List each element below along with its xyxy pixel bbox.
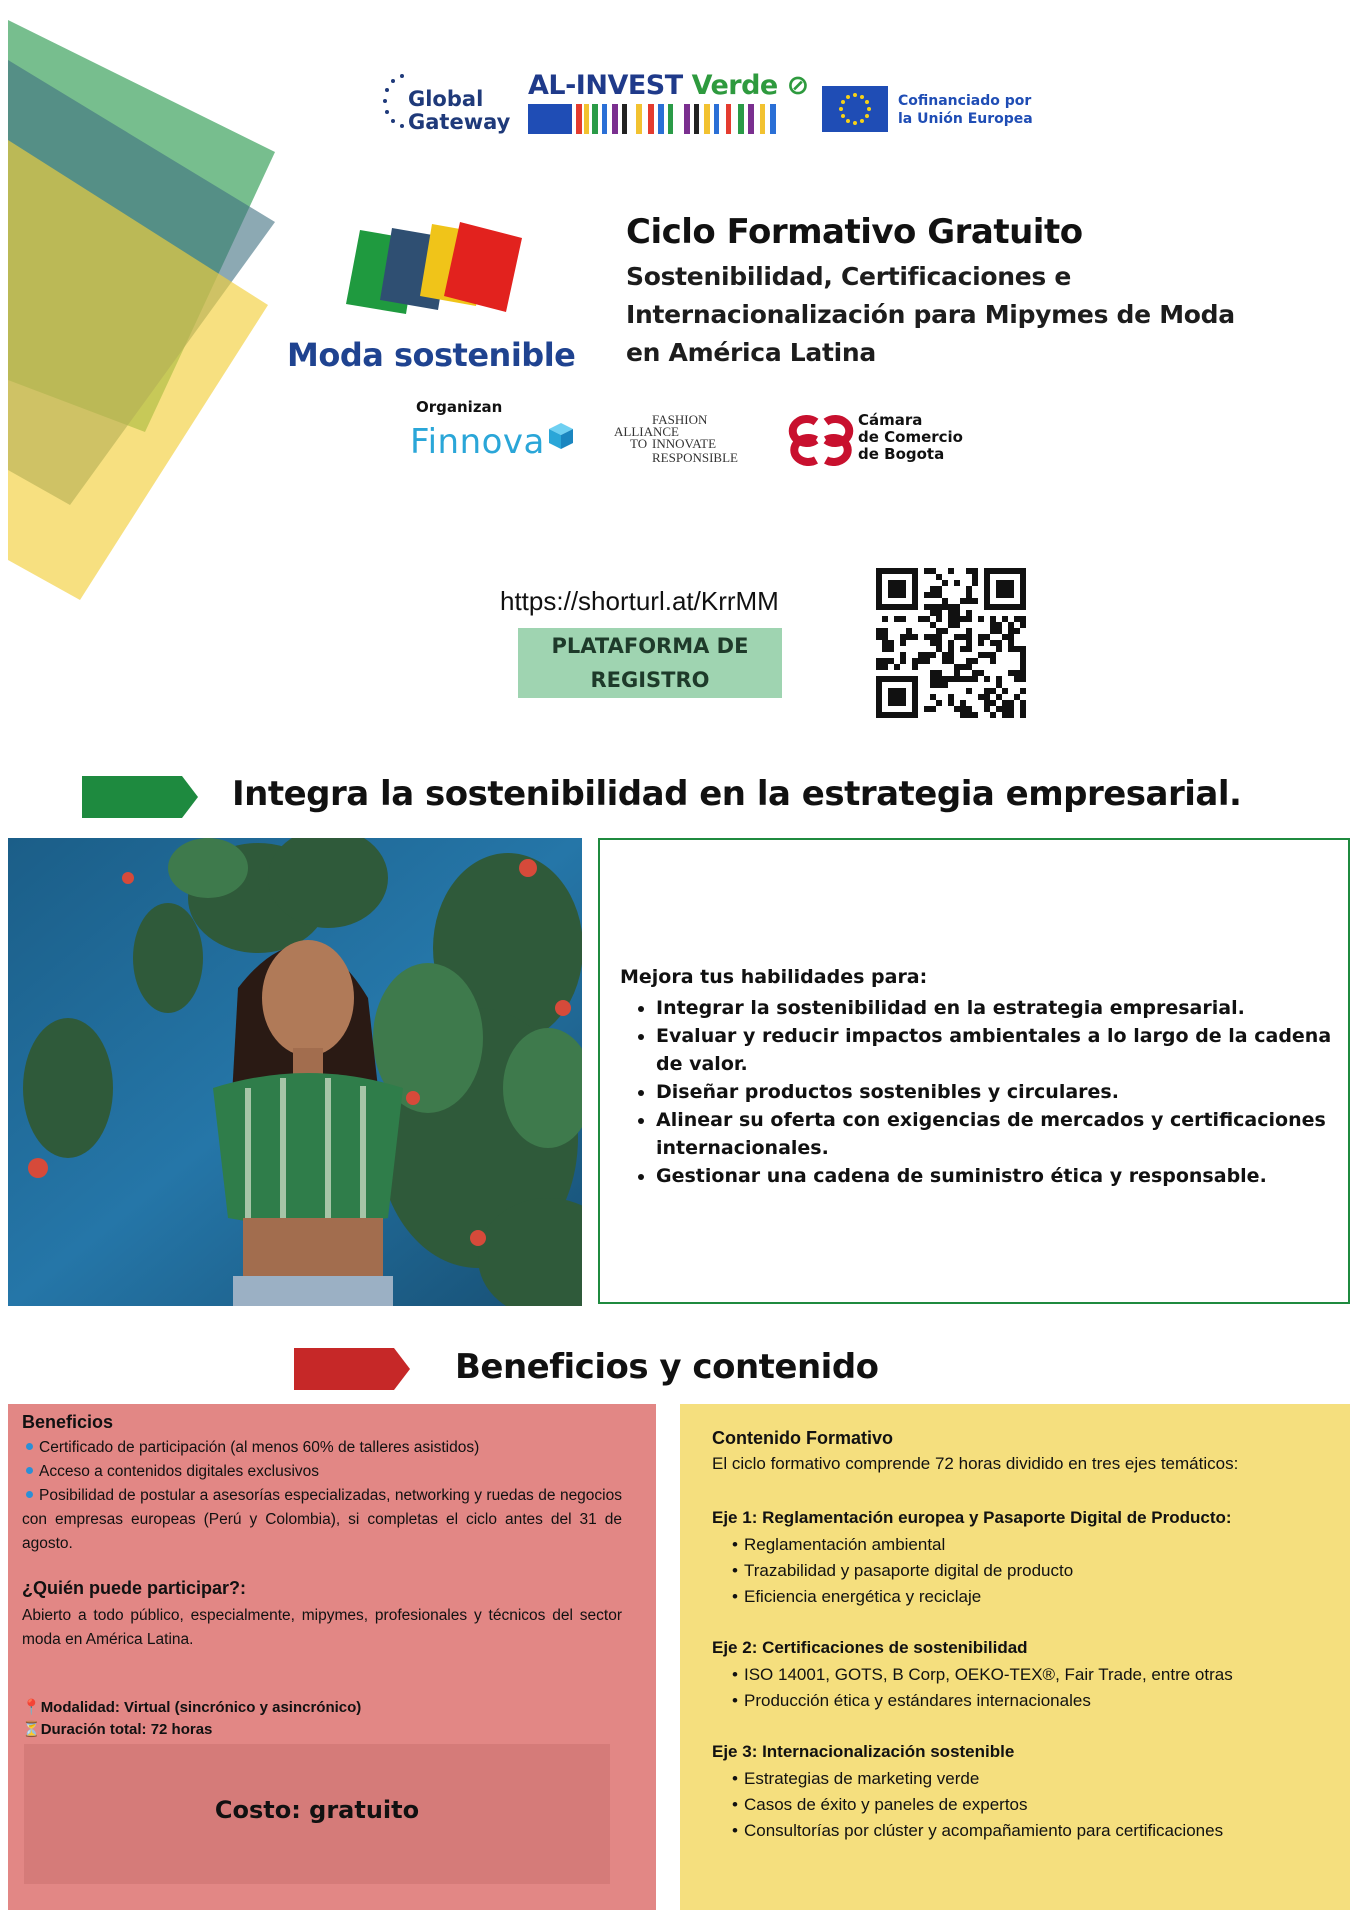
list-item: • Diseñar productos sostenibles y circulares. bbox=[656, 1078, 1356, 1106]
eu-stars-icon bbox=[380, 70, 410, 132]
modality-text: 📍Modalidad: Virtual (sincrónico y asincrónico) bbox=[22, 1699, 362, 1716]
eu-cofinanced-logo bbox=[822, 86, 1032, 134]
duration-text: ⏳Duración total: 72 horas bbox=[22, 1721, 213, 1738]
who-text: Abierto a todo público, especialmente, mipymes, profesionales y técnicos del sector moda en América Latina. bbox=[22, 1607, 622, 1648]
decorative-shapes bbox=[0, 0, 290, 610]
hero-title: Ciclo Formativo Gratuito bbox=[626, 212, 1083, 252]
list-item: Posibilidad de postular a asesorías especializadas, networking y ruedas de negocios con empresas europeas (Perú y Colombia), si completas el ciclo antes del 31 de agosto. bbox=[22, 1487, 622, 1552]
moda-squares-icon bbox=[340, 222, 530, 322]
list-item: • Estrategias de marketing verde bbox=[732, 1766, 1223, 1792]
who-heading: ¿Quién puede participar?: bbox=[22, 1578, 247, 1598]
axis-3-list bbox=[732, 1766, 1223, 1844]
camara-comercio-bogota-logo bbox=[786, 412, 966, 468]
axis-1-title: Eje 1: Reglamentación europea y Pasaporte Digital de Producto: bbox=[712, 1508, 1232, 1527]
list-item: • Trazabilidad y pasaporte digital de producto bbox=[732, 1558, 1073, 1584]
skills-heading: Mejora tus habilidades para: bbox=[620, 966, 928, 988]
global-gateway-text: Global Gateway bbox=[408, 87, 511, 134]
list-item: • Gestionar una cadena de suministro ética y responsable. bbox=[656, 1162, 1356, 1190]
content-intro: El ciclo formativo comprende 72 horas dividido en tres ejes temáticos: bbox=[712, 1454, 1239, 1473]
list-item: • Integrar la sostenibilidad en la estrategia empresarial. bbox=[656, 994, 1356, 1022]
registration-platform-button[interactable]: PLATAFORMA DE REGISTRO bbox=[518, 628, 782, 698]
green-arrow-icon bbox=[82, 776, 198, 818]
content-heading: Contenido Formativo bbox=[712, 1428, 893, 1448]
section-benefits-title: Beneficios y contenido bbox=[455, 1347, 879, 1387]
bullet-icon bbox=[26, 1491, 33, 1498]
list-item: • Consultorías por clúster y acompañamiento para certificaciones bbox=[732, 1818, 1223, 1844]
list-item: • Reglamentación ambiental bbox=[732, 1532, 1073, 1558]
model-photo bbox=[8, 838, 582, 1306]
list-item: • Eficiencia energética y reciclaje bbox=[732, 1584, 1073, 1610]
section-sustainability-title: Integra la sostenibilidad en la estrategia empresarial. bbox=[232, 774, 1242, 814]
pin-icon: 📍 bbox=[22, 1699, 41, 1716]
eu-text: Cofinanciado por la Unión Europea bbox=[898, 93, 1033, 127]
cube-icon bbox=[548, 422, 574, 450]
list-item: Acceso a contenidos digitales exclusivos bbox=[22, 1460, 319, 1484]
global-gateway-logo bbox=[380, 70, 510, 140]
axis-1-list bbox=[732, 1532, 1073, 1610]
organizan-label: Organizan bbox=[416, 398, 503, 416]
al-invest-verde-logo: AL-INVEST Verde ⊘ bbox=[528, 70, 780, 136]
fashion-alliance-logo: FASHION ALLIANCE TO INNOVATE RESPONSIBLE bbox=[614, 412, 738, 465]
benefits-heading: Beneficios bbox=[22, 1412, 114, 1432]
bullet-icon bbox=[26, 1443, 33, 1450]
list-item: • Evaluar y reducir impactos ambientales a lo largo de la cadena de valor. bbox=[656, 1022, 1356, 1078]
list-item: • Alinear su oferta con exigencias de mercados y certificaciones internacionales. bbox=[656, 1106, 1356, 1162]
list-item: • ISO 14001, GOTS, B Corp, OEKO-TEX®, Fair Trade, entre otras bbox=[732, 1662, 1233, 1688]
ccb-text: Cámara de Comercio de Bogota bbox=[858, 411, 963, 463]
flags-strip-icon bbox=[528, 104, 780, 134]
list-item: Certificado de participación (al menos 60% de talleres asistidos) bbox=[22, 1436, 479, 1460]
cost-text: Costo: gratuito bbox=[214, 1796, 420, 1824]
finnova-logo: Finnova bbox=[410, 422, 576, 472]
hourglass-icon: ⏳ bbox=[22, 1721, 41, 1738]
axis-3-title: Eje 3: Internacionalización sostenible bbox=[712, 1742, 1015, 1761]
axis-2-title: Eje 2: Certificaciones de sostenibilidad bbox=[712, 1638, 1028, 1657]
ccb-symbol-icon bbox=[786, 414, 856, 466]
list-item: • Casos de éxito y paneles de expertos bbox=[732, 1792, 1223, 1818]
list-item: • Producción ética y estándares internacionales bbox=[732, 1688, 1233, 1714]
registration-url-link[interactable]: https://shorturl.at/KrrMM bbox=[500, 586, 779, 616]
eu-flag-icon bbox=[822, 86, 888, 132]
moda-sostenible-title: Moda sostenible bbox=[287, 336, 576, 374]
skills-list bbox=[620, 994, 1356, 1190]
red-arrow-icon bbox=[294, 1348, 410, 1390]
hero-subtitle: Sostenibilidad, Certificaciones e Internacionalización para Mipymes de Moda en América Latina bbox=[626, 262, 1235, 367]
bullet-icon bbox=[26, 1467, 33, 1474]
axis-2-list bbox=[732, 1662, 1233, 1714]
qr-code-icon[interactable] bbox=[876, 568, 1026, 718]
